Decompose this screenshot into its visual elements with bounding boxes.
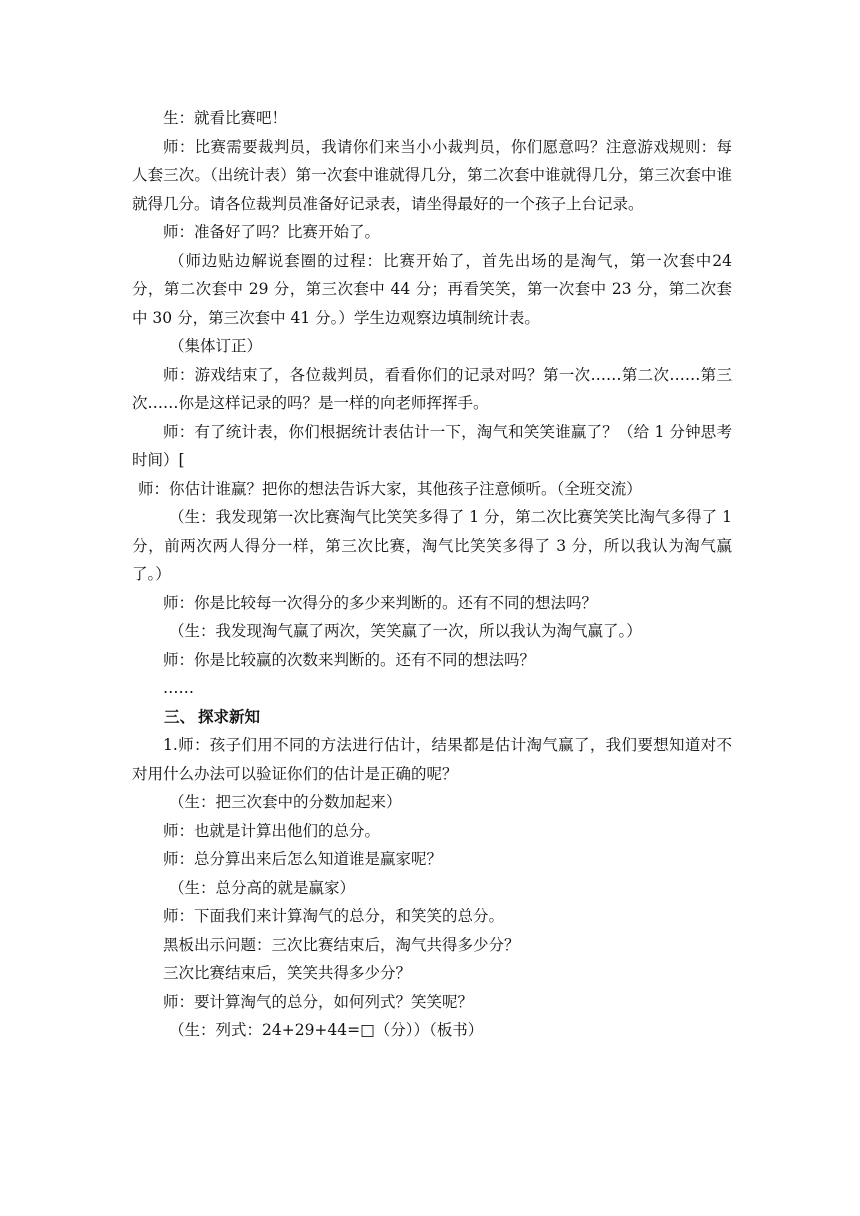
section-heading (132, 703, 732, 732)
paragraph: 师：也就是计算出他们的总分。 (163, 821, 381, 840)
section-title: 探求新知 (198, 706, 261, 726)
paragraph: 1.师：孩子们用不同的方法进行估计，结果都是估计淘气赢了，我们要想知道对不对用什么办法可以验证你们的估计是正确的呢？ (132, 736, 732, 783)
paragraph: （生：总分高的就是赢家） (169, 878, 356, 897)
paragraph: 三次比赛结束后，笑笑共得多少分？ (163, 964, 412, 982)
paragraph: 师：游戏结束了，各位裁判员，看看你们的记录对吗？第一次……第二次……第三次……你是这样记录的吗？是一样的向老师挥挥手。 (132, 365, 732, 412)
paragraph: （生：列式：24+29+44=□（分））（板书） (169, 1021, 484, 1039)
paragraph: （集体订正） (169, 337, 263, 355)
paragraph: 师：总分算出来后怎么知道谁是赢家呢？ (163, 850, 443, 868)
paragraph: 师：下面我们来计算淘气的总分，和笑笑的总分。 (163, 907, 505, 925)
paragraph: 生：就看比赛吧！ (163, 109, 288, 127)
paragraph: （生：我发现淘气赢了两次，笑笑赢了一次，所以我认为淘气赢了。） (169, 622, 642, 640)
document-body (132, 104, 732, 1045)
paragraph: （师边贴边解说套圈的过程：比赛开始了，首先出场的是淘气，第一次套中24 分，第二次套中 29 分，第三次套中 44 分；再看笑笑，第一次套中 23 分，第二次套中 30 分，第三次套中 41 分。）学生边观察边填制统计表。 (132, 251, 732, 327)
paragraph: （生：把三次套中的分数加起来） (169, 793, 402, 811)
paragraph: 师：有了统计表，你们根据统计表估计一下，淘气和笑笑谁赢了？（给 1 分钟思考时间）[ (132, 422, 732, 469)
paragraph: 黑板出示问题：三次比赛结束后，淘气共得多少分？ (163, 935, 520, 954)
paragraph: 师：你估计谁赢？把你的想法告诉大家，其他孩子注意倾听。（全班交流） (138, 479, 642, 498)
paragraph: 师：比赛需要裁判员，我请你们来当小小裁判员，你们愿意吗？注意游戏规则：每人套三次。（出统计表）第一次套中谁就得几分，第二次套中谁就得几分，第三次套中谁就得几分。请各位裁判员准备好记录表，请坐得最好的一个孩子上台记录。 (132, 137, 732, 213)
paragraph: …… (163, 679, 194, 697)
section-number: 三、 (164, 706, 196, 726)
paragraph: 师：准备好了吗？比赛开始了。 (163, 223, 381, 241)
paragraph: （生：我发现第一次比赛淘气比笑笑多得了 1 分，第二次比赛笑笑比淘气多得了 1 分，前两次两人得分一样，第三次比赛，淘气比笑笑多得了 3 分，所以我认为淘气赢了。） (132, 508, 732, 583)
paragraph: 师：要计算淘气的总分，如何列式？笑笑呢？ (163, 992, 474, 1011)
paragraph: 师：你是比较赢的次数来判断的。还有不同的想法吗？ (163, 650, 536, 669)
paragraph: 师：你是比较每一次得分的多少来判断的。还有不同的想法吗？ (163, 593, 598, 612)
